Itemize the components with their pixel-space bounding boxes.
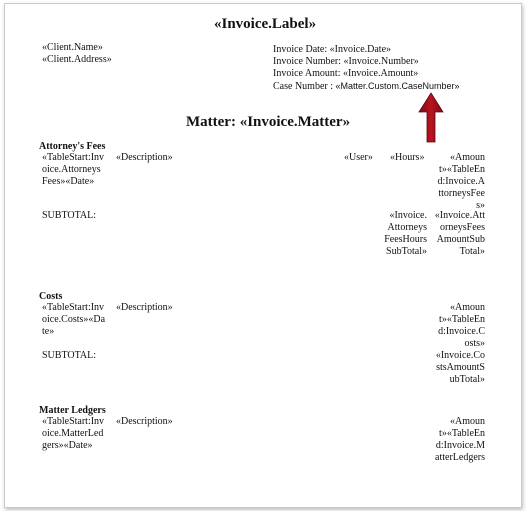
invoice-number-line: Invoice Number: «Invoice.Number» (273, 56, 419, 67)
matter-ledgers-heading: Matter Ledgers (39, 405, 106, 416)
costs-subtotal-label: SUBTOTAL: (42, 350, 97, 361)
attorneys-fees-heading: Attorney's Fees (39, 141, 106, 152)
client-address-field: «Client.Address» (42, 54, 112, 65)
invoice-info-block (273, 44, 460, 93)
invoice-amount-line: Invoice Amount: «Invoice.Amount» (273, 68, 419, 79)
costs-description-field: «Description» (116, 302, 173, 313)
ledgers-table-start-field: «TableStart:Invoice.MatterLedgers»«Date» (42, 416, 105, 451)
case-number-field: «Matter.Custom.CaseNumber» (335, 81, 460, 91)
costs-amount-subtotal-field: «Invoice.CostsAmountSubTotal» (435, 350, 485, 385)
costs-table-start-field: «TableStart:Invoice.Costs»«Date» (42, 302, 106, 337)
client-name-field: «Client.Name» (42, 42, 103, 53)
arrow-up-icon (418, 92, 444, 146)
ledgers-description-field: «Description» (116, 416, 173, 427)
invoice-template-page (4, 3, 522, 508)
attorneys-amount-subtotal-field: «Invoice.AttorneysFeesAmountSubTotal» (434, 210, 485, 257)
invoice-date-line: Invoice Date: «Invoice.Date» (273, 44, 392, 55)
attorneys-user-field: «User» (344, 152, 373, 163)
attorneys-hours-subtotal-field: «Invoice.AttorneysFeesHoursSubTotal» (384, 210, 427, 257)
case-number-label: Case Number : (273, 81, 336, 92)
attorneys-amount-table-end-field: «Amount»«TableEnd:Invoice.AttorneysFees» (437, 152, 485, 211)
attorneys-table-start-field: «TableStart:Invoice.AttorneysFees»«Date» (42, 152, 105, 187)
attorneys-hours-field: «Hours» (390, 152, 425, 163)
costs-heading: Costs (39, 291, 63, 302)
invoice-label-title: «Invoice.Label» (214, 16, 317, 32)
matter-title: Matter: «Invoice.Matter» (186, 114, 351, 130)
attorneys-subtotal-label: SUBTOTAL: (42, 210, 97, 221)
attorneys-description-field: «Description» (116, 152, 173, 163)
ledgers-amount-table-end-field: «Amount»«TableEnd:Invoice.MatterLedgers (435, 416, 485, 463)
costs-amount-table-end-field: «Amount»«TableEnd:Invoice.Costs» (438, 302, 485, 349)
